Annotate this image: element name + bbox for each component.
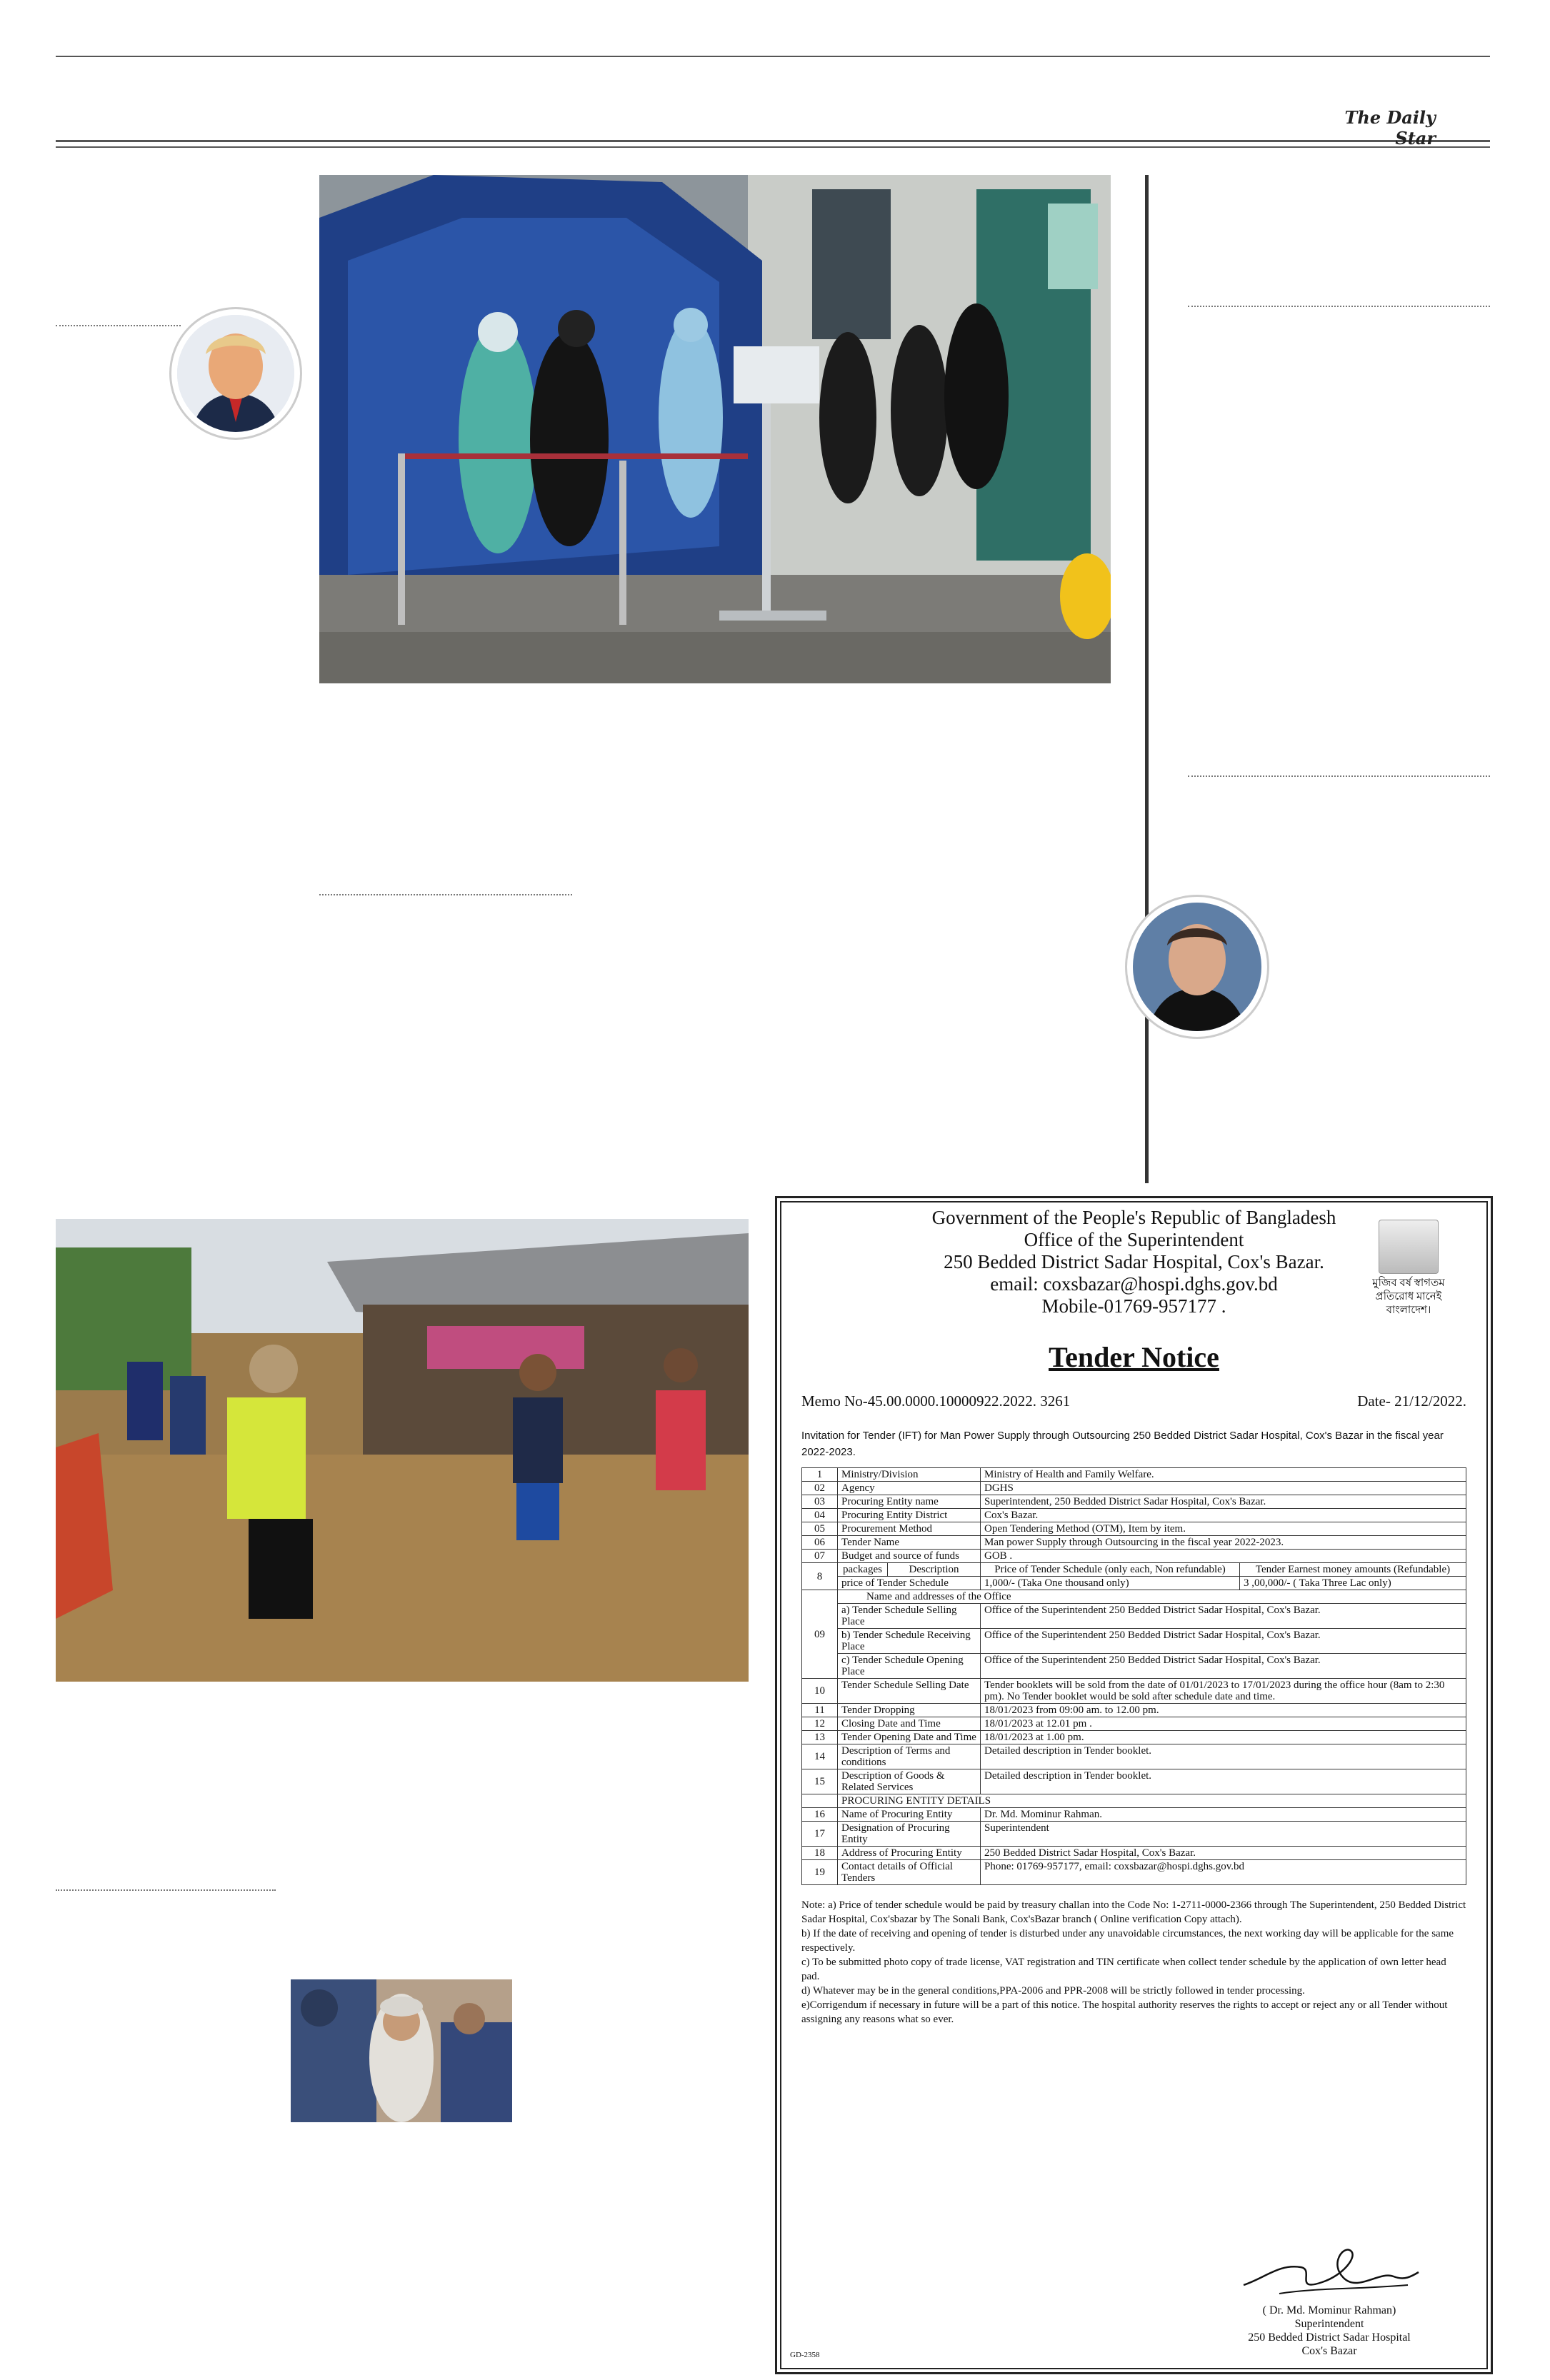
cell-label: Designation of Procuring Entity <box>838 1822 981 1847</box>
procuring-entity-head: PROCURING ENTITY DETAILS <box>838 1794 1466 1808</box>
musk-face <box>1133 903 1261 1031</box>
cell-label: Procuring Entity District <box>838 1509 981 1522</box>
cell-value: 250 Bedded District Sadar Hospital, Cox's Bazar. <box>981 1847 1466 1860</box>
table-row <box>802 1522 1466 1536</box>
signature-scribble <box>1236 2235 1422 2304</box>
row-number: 19 <box>802 1860 838 1885</box>
table-row <box>802 1731 1466 1744</box>
table-row <box>802 1822 1466 1847</box>
cell-value: Superintendent <box>981 1822 1466 1847</box>
row-number: 03 <box>802 1495 838 1509</box>
emblem-line: প্রতিরোধ মানেই বাংলাদেশ। <box>1375 1291 1442 1316</box>
cell-label: Address of Procuring Entity <box>838 1847 981 1860</box>
cell-value: Open Tendering Method (OTM), Item by item. <box>981 1522 1466 1536</box>
note-line: d) Whatever may be in the general conditions,PPA-2006 and PPR-2008 will be strictly followed in tender processing. <box>801 1985 1305 1997</box>
flood-rescue-illustration <box>56 1219 749 1682</box>
table-row <box>802 1590 1466 1604</box>
table-row <box>802 1704 1466 1717</box>
hospital-queue-illustration <box>319 175 1111 683</box>
tender-details-table <box>801 1467 1466 1885</box>
tender-header-line: Office of the Superintendent <box>1024 1229 1244 1250</box>
table-row <box>802 1769 1466 1794</box>
cell-value: Ministry of Health and Family Welfare. <box>981 1468 1466 1482</box>
row-number: 16 <box>802 1808 838 1822</box>
row-number: 12 <box>802 1717 838 1731</box>
tender-notes <box>801 1898 1466 2027</box>
dotted-separator <box>319 894 572 895</box>
cell-label: Description of Terms and conditions <box>838 1744 981 1769</box>
cell-label: Closing Date and Time <box>838 1717 981 1731</box>
cell-label: c) Tender Schedule Opening Place <box>838 1654 981 1679</box>
cell-label: Name of Procuring Entity <box>838 1808 981 1822</box>
masthead-logo: The Daily Star <box>1344 107 1436 149</box>
table-row <box>802 1794 1466 1808</box>
row-number-blank <box>802 1794 838 1808</box>
row-number: 05 <box>802 1522 838 1536</box>
table-row <box>802 1563 1466 1577</box>
table-row <box>802 1717 1466 1731</box>
memo-number: Memo No-45.00.0000.10000922.2022. 3261 <box>801 1392 1071 1410</box>
cell-label: Tender Opening Date and Time <box>838 1731 981 1744</box>
dotted-separator <box>1188 775 1490 777</box>
dotted-separator <box>56 325 181 326</box>
table-row <box>802 1744 1466 1769</box>
row-number: 11 <box>802 1704 838 1717</box>
cell-office-head: Name and addresses of the Office <box>838 1590 1466 1604</box>
trump-portrait <box>171 309 300 438</box>
cell-value: Office of the Superintendent 250 Bedded District Sadar Hospital, Cox's Bazar. <box>981 1629 1466 1654</box>
table-row <box>802 1536 1466 1550</box>
cell-value: Cox's Bazar. <box>981 1509 1466 1522</box>
table-row <box>802 1482 1466 1495</box>
tender-title: Tender Notice <box>1049 1341 1219 1373</box>
note-line: Note: a) Price of tender schedule would be paid by treasury challan into the Code No: 1-2711-0000-2366 through The Superintendent, 250 Bedded District Sadar Hospital, Cox'sbazar by The Sonali Bank, Cox'sBazar branch ( Online verification Copy attach). <box>801 1899 1466 1925</box>
police-crowd-illustration <box>291 1979 512 2122</box>
row-number: 8 <box>802 1563 838 1590</box>
invitation-text: Invitation for Tender (IFT) for Man Power Supply through Outsourcing 250 Bedded District Sadar Hospital, Cox's Bazar in the fiscal year 2022-2023. <box>801 1430 1444 1458</box>
table-row <box>802 1808 1466 1822</box>
cell-value: Detailed description in Tender booklet. <box>981 1744 1466 1769</box>
cell-label: Tender Dropping <box>838 1704 981 1717</box>
cell-label: b) Tender Schedule Receiving Place <box>838 1629 981 1654</box>
cell-price-label: price of Tender Schedule <box>838 1577 981 1590</box>
table-row <box>802 1860 1466 1885</box>
cell-value: DGHS <box>981 1482 1466 1495</box>
table-row <box>802 1604 1466 1629</box>
row-number: 04 <box>802 1509 838 1522</box>
top-rule <box>56 56 1490 57</box>
row-number: 17 <box>802 1822 838 1847</box>
cell-label: Ministry/Division <box>838 1468 981 1482</box>
cell-value: Tender booklets will be sold from the date of 01/01/2023 to 17/01/2023 during the office hour (8am to 2:30 pm). No Tender booklet would be sold after schedule date and time. <box>981 1679 1466 1704</box>
police-crowd-photo <box>291 1979 512 2122</box>
cell-label: Contact details of Official Tenders <box>838 1860 981 1885</box>
cell-label: Description of Goods & Related Services <box>838 1769 981 1794</box>
cell-label: Agency <box>838 1482 981 1495</box>
trump-face <box>177 315 294 432</box>
cell-value: 18/01/2023 at 1.00 pm. <box>981 1731 1466 1744</box>
table-row <box>802 1629 1466 1654</box>
emblem-line: মুজিব বর্ষ স্বাগতম <box>1372 1277 1445 1289</box>
cell-label: Procuring Entity name <box>838 1495 981 1509</box>
cell-label: a) Tender Schedule Selling Place <box>838 1604 981 1629</box>
table-row <box>802 1654 1466 1679</box>
musk-portrait <box>1127 897 1267 1037</box>
signatory-place: Cox's Bazar <box>1301 2345 1357 2357</box>
tender-notice-frame <box>780 1201 1488 2369</box>
memo-date: Date- 21/12/2022. <box>1357 1392 1466 1410</box>
table-row <box>802 1495 1466 1509</box>
cell-price-head: Price of Tender Schedule (only each, Non refundable) <box>981 1563 1240 1577</box>
table-row <box>802 1679 1466 1704</box>
row-number: 10 <box>802 1679 838 1704</box>
cell-label: Budget and source of funds <box>838 1550 981 1563</box>
cell-value: Man power Supply through Outsourcing in the fiscal year 2022-2023. <box>981 1536 1466 1550</box>
table-row <box>802 1509 1466 1522</box>
row-number: 14 <box>802 1744 838 1769</box>
memo-row <box>801 1392 1466 1410</box>
cell-value: GOB . <box>981 1550 1466 1563</box>
note-line: e)Corrigendum if necessary in future will be a part of this notice. The hospital authority reserves the rights to accept or reject any or all Tender without assigning any reasons what so ever. <box>801 1999 1448 2025</box>
dotted-separator <box>1188 306 1490 307</box>
row-number: 18 <box>802 1847 838 1860</box>
tender-header-line: Mobile-01769-957177 . <box>1041 1295 1226 1317</box>
signature-block <box>1236 2235 1422 2358</box>
tender-header-line: Government of the People's Republic of Bangladesh <box>931 1207 1336 1228</box>
masthead-rule-2 <box>56 146 1490 148</box>
signatory-title: Superintendent <box>1294 2318 1364 2330</box>
tender-notice-advertisement <box>775 1196 1493 2374</box>
column-divider <box>1145 175 1149 1183</box>
cell-label: Tender Name <box>838 1536 981 1550</box>
table-row <box>802 1847 1466 1860</box>
signatory-org: 250 Bedded District Sadar Hospital <box>1248 2331 1411 2344</box>
cell-value: Superintendent, 250 Bedded District Sadar Hospital, Cox's Bazar. <box>981 1495 1466 1509</box>
gd-code: GD-2358 <box>790 2351 820 2359</box>
emblem-portrait-icon <box>1379 1220 1439 1274</box>
dotted-separator <box>56 1889 276 1891</box>
cell-value: Dr. Md. Mominur Rahman. <box>981 1808 1466 1822</box>
table-row <box>802 1550 1466 1563</box>
cell-value: Office of the Superintendent 250 Bedded District Sadar Hospital, Cox's Bazar. <box>981 1604 1466 1629</box>
cell-price-value: 1,000/- (Taka One thousand only) <box>981 1577 1240 1590</box>
row-number: 1 <box>802 1468 838 1482</box>
table-row <box>802 1577 1466 1590</box>
note-line: c) To be submitted photo copy of trade license, VAT registration and TIN certificate when collect tender schedule by the application of own letter head pad. <box>801 1957 1446 1982</box>
handwritten-signature <box>1236 2235 1422 2304</box>
cell-description: Description <box>888 1563 981 1577</box>
note-line: b) If the date of receiving and opening of tender is disturbed under any unavoidable circumstances, the next working day will be applicable for the same respectively. <box>801 1928 1454 1954</box>
cell-value: 18/01/2023 at 12.01 pm . <box>981 1717 1466 1731</box>
masthead-rule-1 <box>56 140 1490 142</box>
row-number: 06 <box>802 1536 838 1550</box>
tender-header-line: 250 Bedded District Sadar Hospital, Cox's Bazar. <box>944 1251 1324 1272</box>
row-number: 13 <box>802 1731 838 1744</box>
cell-value: Phone: 01769-957177, email: coxsbazar@hospi.dghs.gov.bd <box>981 1860 1466 1885</box>
cell-earnest-head: Tender Earnest money amounts (Refundable) <box>1240 1563 1466 1577</box>
cell-value: Detailed description in Tender booklet. <box>981 1769 1466 1794</box>
row-number: 02 <box>802 1482 838 1495</box>
cell-value: Office of the Superintendent 250 Bedded District Sadar Hospital, Cox's Bazar. <box>981 1654 1466 1679</box>
row-number: 15 <box>802 1769 838 1794</box>
cell-value: 18/01/2023 from 09:00 am. to 12.00 pm. <box>981 1704 1466 1717</box>
cell-packages: packages <box>838 1563 888 1577</box>
mujib-year-emblem <box>1355 1220 1462 1317</box>
hospital-queue-photo <box>319 175 1111 683</box>
tender-header-line: email: coxsbazar@hospi.dghs.gov.bd <box>990 1273 1278 1295</box>
cell-label: Tender Schedule Selling Date <box>838 1679 981 1704</box>
signatory-name: ( Dr. Md. Mominur Rahman) <box>1262 2304 1396 2316</box>
row-number: 09 <box>802 1590 838 1679</box>
flood-rescue-photo <box>56 1219 749 1682</box>
cell-earnest-value: 3 ,00,000/- ( Taka Three Lac only) <box>1240 1577 1466 1590</box>
table-row <box>802 1468 1466 1482</box>
cell-label: Procurement Method <box>838 1522 981 1536</box>
row-number: 07 <box>802 1550 838 1563</box>
